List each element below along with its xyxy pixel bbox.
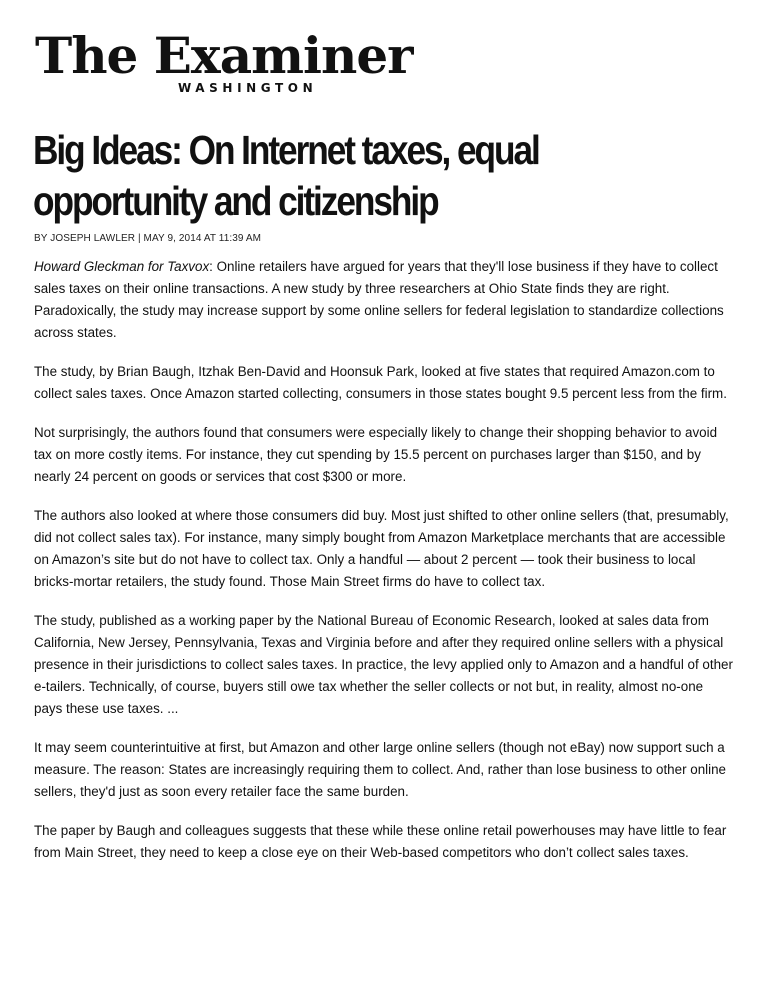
article-body xyxy=(34,256,734,881)
article-byline: BY JOSEPH LAWLER | MAY 9, 2014 AT 11:39 AM xyxy=(34,233,262,244)
masthead-subtitle: WASHINGTON xyxy=(178,81,318,95)
paragraph-6: The paper by Baugh and colleagues suggests that these while these online retail powerhouses may have little to fear from Main Street, they need to keep a close eye on their Web-based competitors who don’t collect sales taxes. xyxy=(34,823,727,860)
paragraph-5: It may seem counterintuitive at first, but Amazon and other large online sellers (though not eBay) now support such a measure. The reason: States are increasingly requiring them to collect. And, rather than lose business to other online sellers, they'd just as soon every retailer face the same burden. xyxy=(34,740,726,799)
lead-text: : Online retailers have argued for years that they'll lose business if they have to collect sales taxes on their online transactions. A new study by three researchers at Ohio State finds they are right. Paradoxically, the study may increase support by some online sellers for federal legislation to standardize collections across states. xyxy=(34,259,724,340)
masthead-title: The Examiner xyxy=(35,26,413,85)
paragraph-3: The authors also looked at where those consumers did buy. Most just shifted to other online sellers (that, presumably, did not collect sales tax). For instance, many simply bought from Amazon Marketplace merchants that are accessible on Amazon’s site but do not have to collect tax. Only a handful — about 2 percent — took their business to local bricks-mortar retailers, the study found. Those Main Street firms do have to collect tax. xyxy=(34,508,729,589)
paragraph-4: The study, published as a working paper by the National Bureau of Economic Research, looked at sales data from California, New Jersey, Pennsylvania, Texas and Virginia before and after they required online sellers with a physical presence in their jurisdictions to collect sales taxes. In practice, the levy applied only to Amazon and a handful of other e-tailers. Technically, of course, buyers still owe tax whether the seller collects or not but, in reality, almost no-one pays these use taxes. ... xyxy=(34,613,733,716)
lead-source: Howard Gleckman for Taxvox xyxy=(34,259,210,274)
article-headline xyxy=(33,125,635,227)
lead-paragraph xyxy=(34,256,734,344)
paragraph-1: The study, by Brian Baugh, Itzhak Ben-David and Hoonsuk Park, looked at five states that required Amazon.com to collect sales taxes. Once Amazon started collecting, consumers in those states bought 9.5 percent less from the firm. xyxy=(34,364,727,401)
paragraph-2: Not surprisingly, the authors found that consumers were especially likely to change their shopping behavior to avoid tax on more costly items. For instance, they cut spending by 15.5 percent on purchases larger than $150, and by nearly 24 percent on goods or services that cost $300 or more. xyxy=(34,425,718,484)
headline-line-2: opportunity and citizenship xyxy=(33,178,438,224)
masthead-logo[interactable] xyxy=(35,26,413,100)
headline-line-1: Big Ideas: On Internet taxes, equal xyxy=(33,127,539,173)
